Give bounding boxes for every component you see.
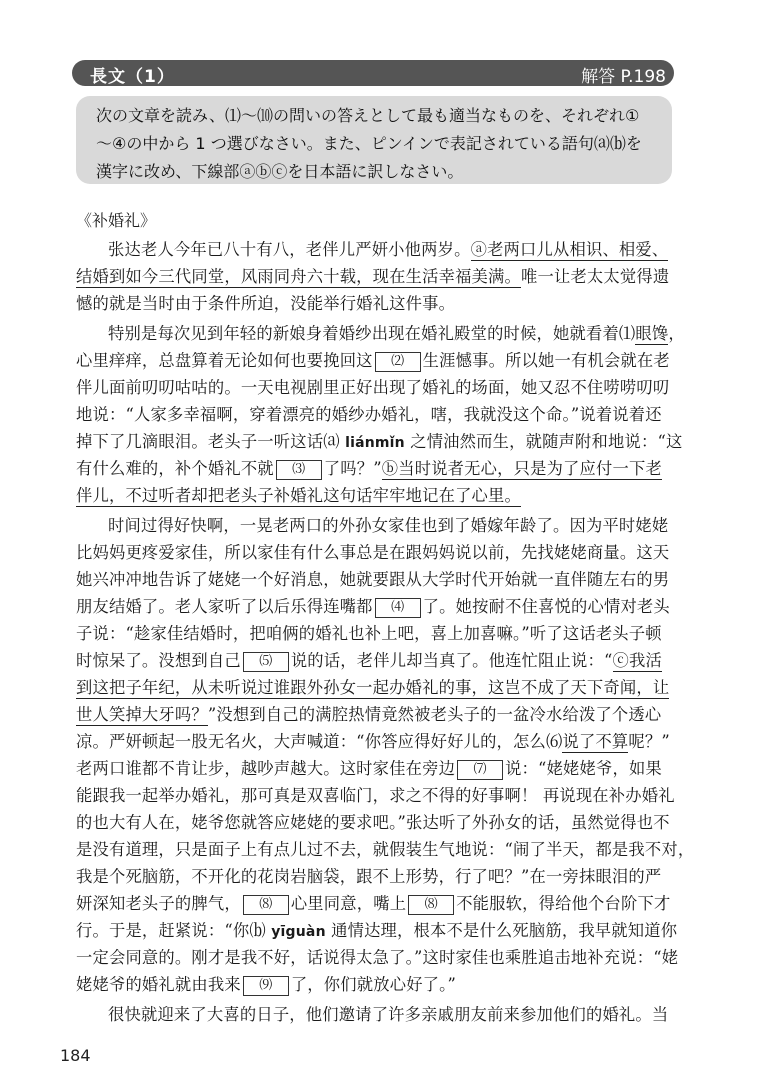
text-line (76, 917, 676, 941)
text-line: 的也大有人在，姥爷您就答应姥姥的要求吧。”张达听了外孙女的话，虽然觉得也不 (76, 813, 670, 832)
text-line (76, 428, 683, 452)
text-line: 比妈妈更疼爱家佳，所以家佳有什么事总是在跟妈妈说以前，先找姥姥商量。这天 (76, 543, 670, 562)
underlined-text-c: 世人笑掉大牙吗？ (76, 705, 208, 724)
text-line (76, 701, 676, 725)
text-line: 我是个死脑筋，不开化的花岗岩脑袋，跟不上形势，行了吧？”在一旁抹眼泪的严 (76, 867, 662, 886)
text-line: 时间过得好快啊，一晃老两口的外孙女家佳也到了婚嫁年龄了。因为平时姥姥 (108, 516, 669, 535)
text-run: 特别是每次见到年轻的新娘身着婚纱出现在婚礼殿堂的时候，她就看着⑴ (108, 324, 636, 343)
text-line (76, 755, 676, 780)
underlined-word-1: 眼馋 (635, 324, 669, 343)
blank-box-3: ⑶ (276, 460, 322, 480)
text-run: 之情油然而生，就随声附和地说：“这 (404, 432, 683, 451)
blank-box-8: ⑻ (408, 895, 454, 915)
blank-box-4: ⑷ (375, 598, 421, 618)
text-line (76, 647, 676, 672)
answer-reference: 解答 P.198 (581, 67, 666, 87)
blank-box-5: ⑸ (243, 652, 289, 672)
instruction-line-3: 漢字に改め、下線部ⓐⓑⓒを日本語に訳しなさい。 (96, 162, 464, 181)
text-line (76, 455, 676, 480)
pinyin-a: liánmǐn (345, 435, 405, 451)
text-run: 凉。严妍顿起一股无名火，大声喊道：“你答应得好好儿的，怎么⑹ (76, 732, 563, 751)
text-line: 是没有道理，只是面子上有点儿过不去，就假装生气地说：“闹了半天，都是我不对， (76, 840, 695, 859)
text-line (76, 482, 676, 506)
text-line (108, 236, 708, 260)
text-line: 很快就迎来了大喜的日子，他们邀请了许多亲戚朋友前来参加他们的婚礼。当 (108, 1005, 669, 1024)
text-line: 能跟我一起举办婚礼，那可真是双喜临门，求之不得的好事啊！ 再说现在补办婚礼 (76, 786, 675, 805)
text-line (76, 347, 676, 372)
text-run: 唯一让老太太觉得遗 (521, 267, 670, 286)
text-run: 生涯憾事。所以她一有机会就在老 (422, 351, 670, 370)
underlined-text-c: 到这把子年纪，从未听说过谁跟外孙女一起办婚礼的事，这岂不成了天下奇闻，让 (76, 678, 670, 697)
text-line: 子说：“趁家佳结婚时，把咱俩的婚礼也补上吧，喜上加喜嘛。”听了这话老头子顿 (76, 624, 662, 643)
underlined-word-6: 说了不算 (562, 732, 629, 751)
text-run: ， (668, 324, 685, 343)
text-run: 了吗？” (323, 459, 382, 478)
text-line: 她兴冲冲地告诉了姥姥一个好消息，她就要跟从大学时代开始就一直伴随左右的男 (76, 570, 670, 589)
text-line (108, 320, 708, 344)
text-run: ”没想到自己的满腔热情竟然被老头子的一盆冷水给泼了个透心 (207, 705, 662, 724)
text-run: 时惊呆了。没想到自己 (76, 651, 241, 670)
text-line (76, 971, 676, 996)
text-line (76, 728, 676, 752)
text-line (76, 674, 676, 698)
blank-box-9: ⑼ (243, 976, 289, 996)
text-run: 通情达理，根本不是什么死脑筋，我早就知道你 (325, 921, 678, 940)
blank-box-2: ⑵ (375, 352, 421, 372)
text-run: 心里痒痒，总盘算着无论如何也要挽回这 (76, 351, 373, 370)
underlined-text-c: ⓒ我活 (612, 651, 662, 670)
text-run: 不能服软，得给他个台阶下才 (456, 894, 671, 913)
pinyin-b: yīguàn (271, 924, 326, 940)
text-run: 妍深知老头子的脾气， (76, 894, 241, 913)
blank-box-8: ⑻ (243, 895, 289, 915)
text-run: 了，你们就放心好了。” (290, 975, 457, 994)
text-run: 呢？” (628, 732, 670, 751)
section-title: 長文（1） (90, 67, 175, 87)
text-run: 姥姥爷的婚礼就由我来 (76, 975, 241, 994)
text-run: 有什么难的，补个婚礼不就 (76, 459, 274, 478)
instruction-line-2: 〜④の中から 1 つ選びなさい。また、ピンインで表記されている語句⒜⒝を (96, 134, 642, 153)
underlined-text-b: 伴儿，不过听者却把老头子补婚礼这句话牢牢地记在了心里。 (76, 486, 521, 505)
underlined-text-a: 结婚到如今三代同堂，风雨同舟六十载，现在生活幸福美满。 (76, 267, 521, 286)
text-run: 朋友结婚了。老人家听了以后乐得连嘴都 (76, 597, 373, 616)
text-run: 说的话，老伴儿却当真了。他连忙阻止说：“ (290, 651, 613, 670)
text-line (76, 890, 676, 915)
text-line (76, 263, 676, 287)
instruction-line-1: 次の文章を読み、⑴〜⑽の問いの答えとして最も適当なものを、それぞれ① (96, 106, 640, 125)
text-line: 一定会同意的。刚才是我不好，话说得太急了。”这时家佳也乘胜追击地补充说：“姥 (76, 948, 679, 967)
text-run: 掉下了几滴眼泪。老头子一听这话⒜ (76, 432, 346, 451)
text-line (76, 593, 676, 618)
underlined-text-a: ⓐ老两口儿从相识、相爱、 (470, 240, 669, 259)
text-run: 了。她按耐不住喜悦的心情对老头 (422, 597, 670, 616)
text-run: 老两口谁都不肯让步，越吵声越大。这时家佳在旁边 (76, 759, 456, 778)
text-line: 地说：“人家多幸福啊，穿着漂亮的婚纱办婚礼，嗐，我就没这个命。”说着说着还 (76, 405, 662, 424)
page-number: 184 (60, 1046, 91, 1065)
text-run: 说：“姥姥姥爷，如果 (505, 759, 662, 778)
text-run: 行。于是，赶紧说：“你⒝ (76, 921, 272, 940)
blank-box-7: ⑺ (457, 760, 503, 780)
article-title: 《补婚礼》 (76, 211, 157, 230)
text-run: 张达老人今年已八十有八，老伴儿严妍小他两岁。 (108, 240, 471, 259)
text-line: 伴儿面前叨叨咕咕的。一天电视剧里正好出现了婚礼的场面，她又忍不住唠唠叨叨 (76, 378, 670, 397)
underlined-text-b: ⓑ当时说者无心，只是为了应付一下老 (381, 459, 662, 478)
text-run: 心里同意，嘴上 (290, 894, 407, 913)
text-line: 憾的就是当时由于条件所迫，没能举行婚礼这件事。 (76, 294, 456, 313)
